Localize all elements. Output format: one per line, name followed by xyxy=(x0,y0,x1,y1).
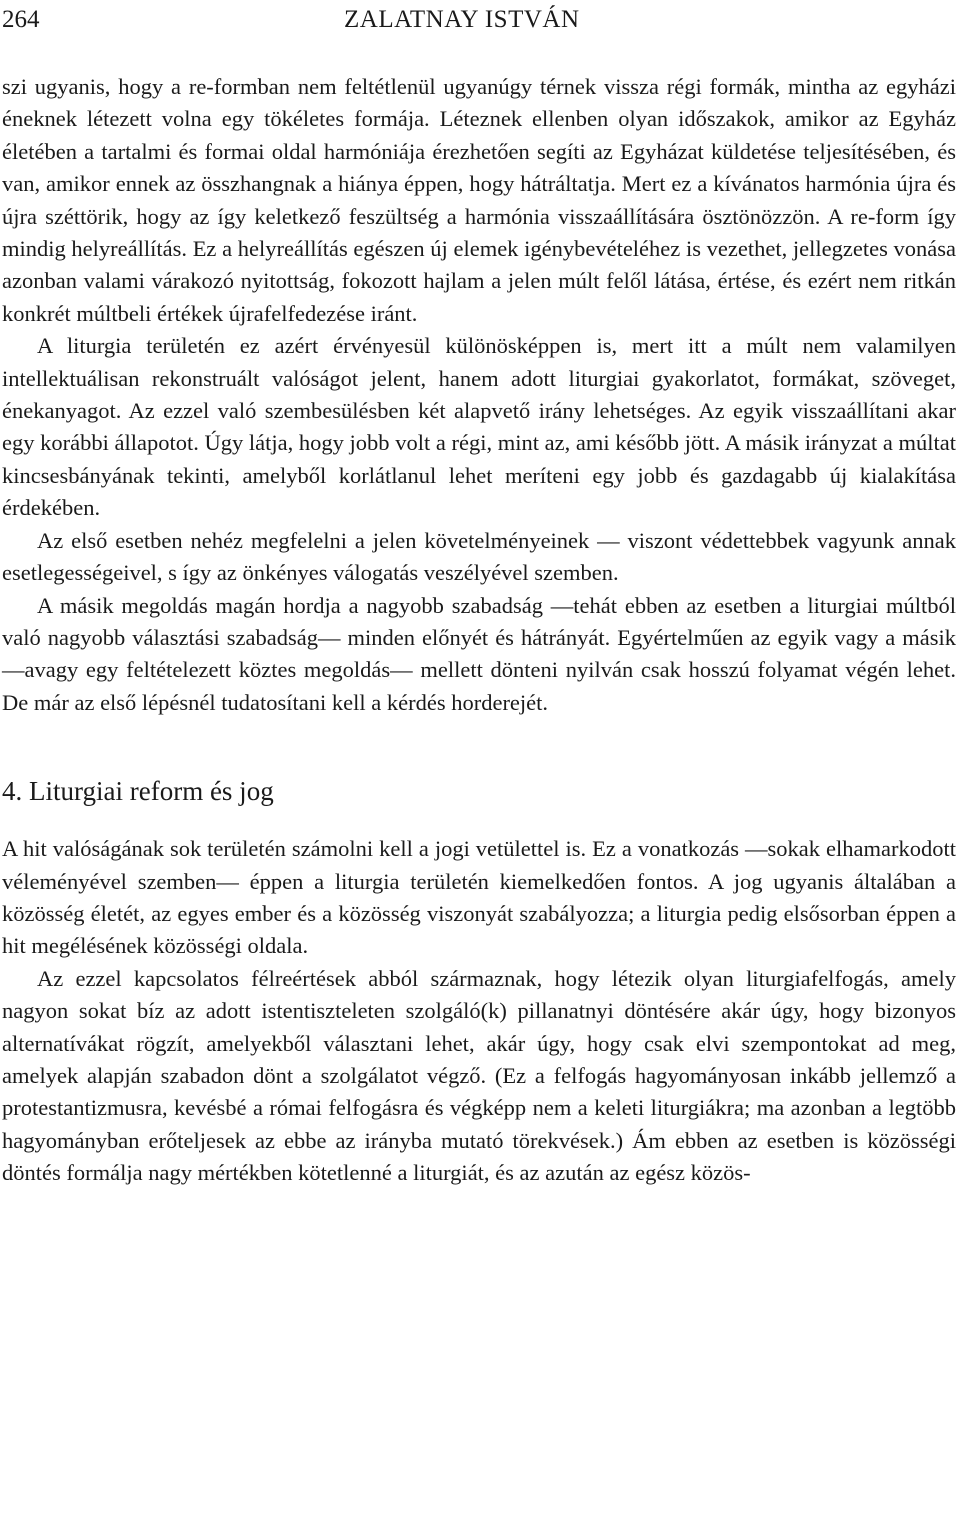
paragraph: A hit valóságának sok területén számolni kell a jogi vetülettel is. Ez a vonatkozás —sokak elhamarkodott véleményével szemben— éppen a liturgia területén kiemelkedően fontos. A jog ugyanis általában a közösség életét, az egyes ember és a közösség viszonyát szabályozza; a liturgia pedig elsősorban éppen a hit megélésének közösségi oldala. xyxy=(2,836,956,959)
section-heading: 4. Liturgiai reform és jog xyxy=(2,776,274,807)
paragraph: Az ezzel kapcsolatos félreértések abból származnak, hogy létezik olyan liturgiafelfogás, amely nagyon sokat bíz az adott istentiszteleten szolgáló(k) pillanatnyi döntésére akár úgy, hogy bizonyos alternatívákat rögzít, amelyekből választani lehet, akár úgy, hogy csak elvi szempontokat ad meg, amelyek alapján szabadon dönt a szolgálatot végző. (Ez a felfogás hagyományosan inkább jellemző a protestantizmusra, kevésbé a római felfogásra és végképp nem a keleti liturgiákra; ma azonban a legtöbb hagyományban erőteljesek az ebbe az irányba mutató törekvések.) Ám ebben az esetben is közösségi döntés formálja nagy mértékben kötetlenné a liturgiát, és az azután az egész közös- xyxy=(2,965,956,1186)
running-head: ZALATNAY ISTVÁN xyxy=(344,6,580,33)
page-header xyxy=(0,2,960,38)
paragraph: A liturgia területén ez azért érvényesül különösképpen is, mert itt a múlt nem valamilyen intellektuálisan rekonstruált valóságot jelent, hanem adott liturgiai gyakorlatot, formákat, szöveget, énekanyagot. Az ezzel való szembesülésben két alapvető irány lehetséges. Az egyik visszaállítani akar egy korábbi állapotot. Úgy látja, hogy jobb volt a régi, mint az, ami később jött. A másik irányzat a múltat kincsesbányának tekinti, amelyből korlátlanul lehet meríteni egy jobb és gazdagabb új kialakítása érdekében. xyxy=(2,333,956,521)
page-number: 264 xyxy=(2,6,40,33)
paragraph: szi ugyanis, hogy a re-formban nem feltétlenül ugyanúgy térnek vissza régi formák, mintha az egyházi éneknek létezett volna egy tökéletes formája. Léteznek ellenben olyan időszakok, amikor az Egyház életében a tartalmi és formai oldal harmóniája érezhetően segíti az Egyházat küldetése teljesítésében, és van, amikor ennek az összhangnak a hiánya éppen, hogy hátráltatja. Mert ez a kívánatos harmónia újra és újra széttörik, hogy az így keletkező feszültség a harmónia visszaállítására ösztönözzön. A re-form így mindig helyreállítás. Ez a helyreállítás egészen új elemek igénybevételéhez is vezethet, jellegzetes vonása azonban valami várakozó nyitottság, fokozott hajlam a jelen múlt felől látása, értése, és ezért nem ritkán konkrét múltbeli értékek újrafelfedezése iránt. xyxy=(2,74,956,326)
paragraph: Az első esetben nehéz megfelelni a jelen követelményeinek — viszont védettebbek vagyunk annak esetlegességeivel, s így az önkényes válogatás veszélyével szemben. xyxy=(2,527,956,586)
body-text xyxy=(2,71,956,1190)
paragraph: A másik megoldás magán hordja a nagyobb szabadság —tehát ebben az esetben a liturgiai múltból való nagyobb választási szabadság— minden előnyét és hátrányát. Egyértelműen az egyik vagy a másik —avagy egy feltételezett köztes megoldás— mellett dönteni nyilván csak hosszú folyamat végén lehet. De már az első lépésnél tudatosítani kell a kérdés horderejét. xyxy=(2,592,956,715)
